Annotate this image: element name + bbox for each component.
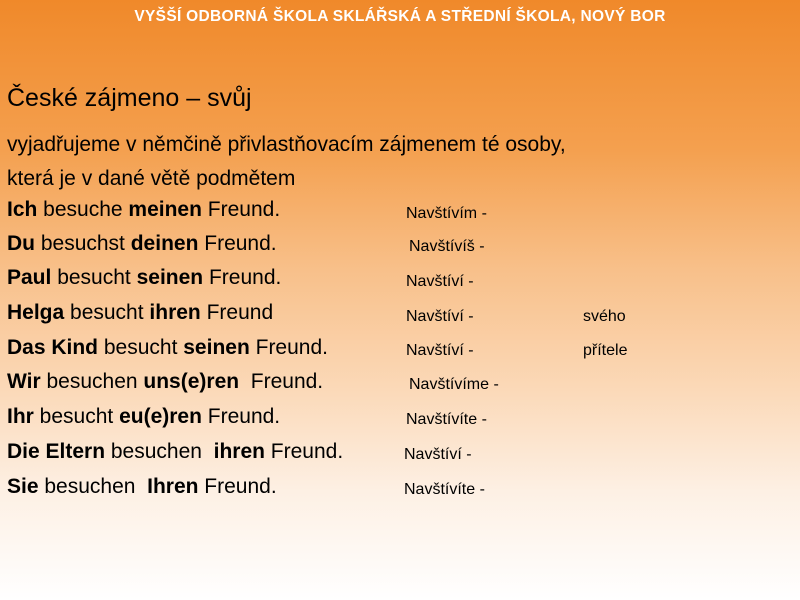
example-sentence xyxy=(7,232,277,256)
sentence-noun: Freund xyxy=(200,301,274,324)
sentence-pronoun: seinen xyxy=(136,266,204,289)
sentence-pronoun: ihren xyxy=(213,440,265,463)
sentence-pronoun: eu(e)ren xyxy=(119,405,202,428)
translation: Navštívíte - xyxy=(406,411,487,428)
sentence-subject: Das Kind xyxy=(7,336,99,359)
example-sentence xyxy=(7,301,273,325)
sentence-pronoun: seinen xyxy=(183,336,250,359)
example-sentence xyxy=(7,198,280,222)
sentence-subject: Wir xyxy=(7,370,41,393)
sentence-pronoun: uns(e)ren xyxy=(143,370,240,393)
translation: Navštívíme - xyxy=(409,376,499,393)
translation: Navštíví - xyxy=(404,446,472,463)
sentence-pronoun: ihren xyxy=(149,301,201,324)
example-sentence xyxy=(7,336,328,360)
example-sentence xyxy=(7,440,343,464)
sentence-noun: Freund. xyxy=(198,232,277,255)
translation: Navštívím - xyxy=(406,205,487,222)
sentence-subject: Ich xyxy=(7,198,38,221)
sentence-verb: besucht xyxy=(64,301,150,324)
sentence-noun: Freund. xyxy=(249,336,328,359)
school-header: VYŠŠÍ ODBORNÁ ŠKOLA SKLÁŘSKÁ A STŘEDNÍ ŠKOLA, NOVÝ BOR xyxy=(134,8,666,25)
example-sentence xyxy=(7,370,323,394)
translation: Navštívíš - xyxy=(409,238,485,255)
intro-text xyxy=(7,128,566,196)
sentence-verb: besucht xyxy=(51,266,137,289)
intro-line-1: vyjadřujeme v němčině přivlastňovacím zájmenem té osoby, xyxy=(7,133,566,156)
translation: Navštíví - xyxy=(406,273,474,290)
translation: Navštíví - xyxy=(406,342,474,359)
sentence-noun: Freund. xyxy=(239,370,324,393)
sentence-subject: Du xyxy=(7,232,35,255)
sentence-verb: besuchst xyxy=(35,232,131,255)
sentence-subject: Die Eltern xyxy=(7,440,106,463)
translation: Navštíví - xyxy=(406,308,474,325)
sentence-verb: besucht xyxy=(33,405,120,428)
translation: Navštívíte - xyxy=(404,481,485,498)
sentence-verb: besuchen xyxy=(38,475,148,498)
slide-title: České zájmeno – svůj xyxy=(7,84,252,112)
sentence-noun: Freund. xyxy=(203,266,282,289)
sentence-verb: besuchen xyxy=(40,370,144,393)
example-sentence xyxy=(7,405,280,429)
note-word-pritele: přítele xyxy=(583,342,628,359)
example-sentence xyxy=(7,266,281,290)
intro-line-2: která je v dané větě podmětem xyxy=(7,167,296,190)
sentence-verb: besuchen xyxy=(105,440,214,463)
sentence-noun: Freund. xyxy=(201,405,281,428)
note-word-svoho: svého xyxy=(583,308,626,325)
sentence-pronoun: Ihren xyxy=(147,475,199,498)
sentence-verb: besucht xyxy=(98,336,184,359)
sentence-subject: Sie xyxy=(7,475,39,498)
sentence-noun: Freund. xyxy=(264,440,344,463)
example-sentence xyxy=(7,475,277,499)
sentence-subject: Helga xyxy=(7,301,65,324)
sentence-pronoun: meinen xyxy=(128,198,202,221)
sentence-noun: Freund. xyxy=(201,198,281,221)
sentence-verb: besuche xyxy=(37,198,129,221)
sentence-noun: Freund. xyxy=(198,475,277,498)
sentence-subject: Paul xyxy=(7,266,52,289)
sentence-pronoun: deinen xyxy=(130,232,199,255)
sentence-subject: Ihr xyxy=(7,405,34,428)
